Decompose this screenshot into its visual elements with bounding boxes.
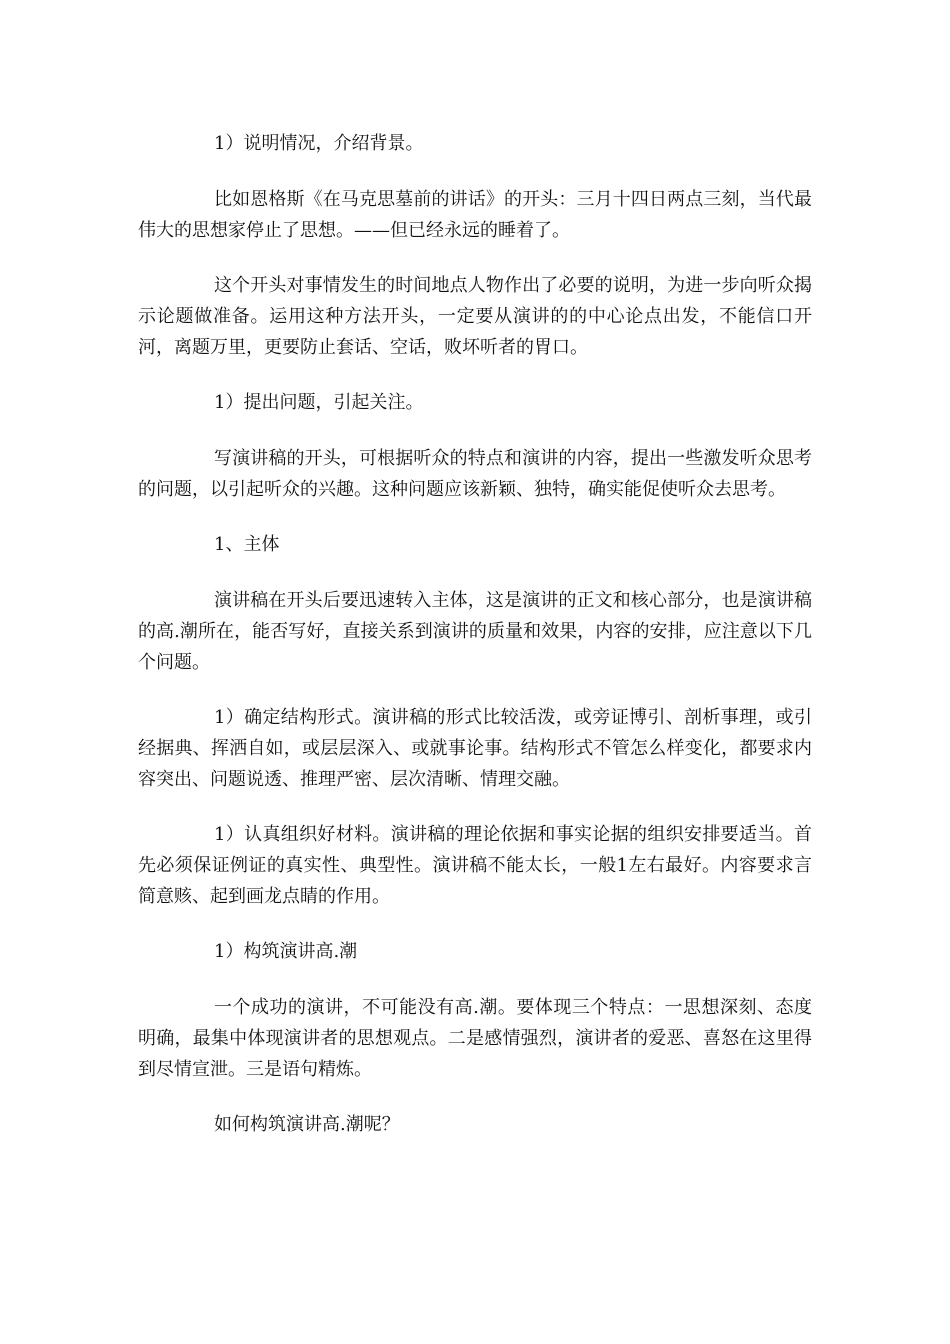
paragraph-question-opening: 写演讲稿的开头，可根据听众的特点和演讲的内容，提出一些激发听众思考的问题，以引起听众的兴趣。这种问题应该新颖、独特，确实能促使听众去思考。 [138, 448, 812, 500]
section-heading-raise-question: 1）提出问题，引起关注。 [214, 392, 424, 413]
paragraph-opening-explanation: 这个开头对事情发生的时间地点人物作出了必要的说明，为进一步向听众揭示论题做准备。运用这种方法开头，一定要从演讲的的中心论点出发，不能信口开河，离题万里，更要防止套话、空话，败坏听者的胃口。 [138, 275, 812, 358]
paragraph-climax-features: 一个成功的演讲，不可能没有高.潮。要体现三个特点：一思想深刻、态度明确，最集中体现演讲者的思想观点。二是感情强烈，演讲者的爱恶、喜怒在这里得到尽情宣泄。三是语句精炼。 [138, 997, 812, 1080]
section-heading-main-body: 1、主体 [214, 534, 280, 555]
document-body [138, 128, 812, 1140]
paragraph-organize-material: 1）认真组织好材料。演讲稿的理论依据和事实论据的组织安排要适当。首先必须保证例证的真实性、典型性。演讲稿不能太长，一般1左右最好。内容要求言简意赅、起到画龙点睛的作用。 [138, 824, 812, 907]
paragraph-structure-form: 1）确定结构形式。演讲稿的形式比较活泼，或旁证博引、剖析事理，或引经据典、挥洒自如，或层层深入、或就事论事。结构形式不管怎么样变化，都要求内容突出、问题说透、推理严密、层次清晰、情理交融。 [138, 707, 812, 790]
section-heading-background: 1）说明情况，介绍背景。 [214, 133, 424, 154]
paragraph-main-body-intro: 演讲稿在开头后要迅速转入主体，这是演讲的正文和核心部分，也是演讲稿的高.潮所在，能否写好，直接关系到演讲的质量和效果，内容的安排，应注意以下几个问题。 [138, 590, 812, 673]
paragraph-climax-question: 如何构筑演讲高.潮呢？ [214, 1114, 400, 1135]
paragraph-engels-example: 比如恩格斯《在马克思墓前的讲话》的开头：三月十四日两点三刻，当代最伟大的思想家停止了思想。——但已经永远的睡着了。 [138, 189, 812, 241]
section-heading-climax: 1）构筑演讲高.潮 [214, 941, 358, 962]
